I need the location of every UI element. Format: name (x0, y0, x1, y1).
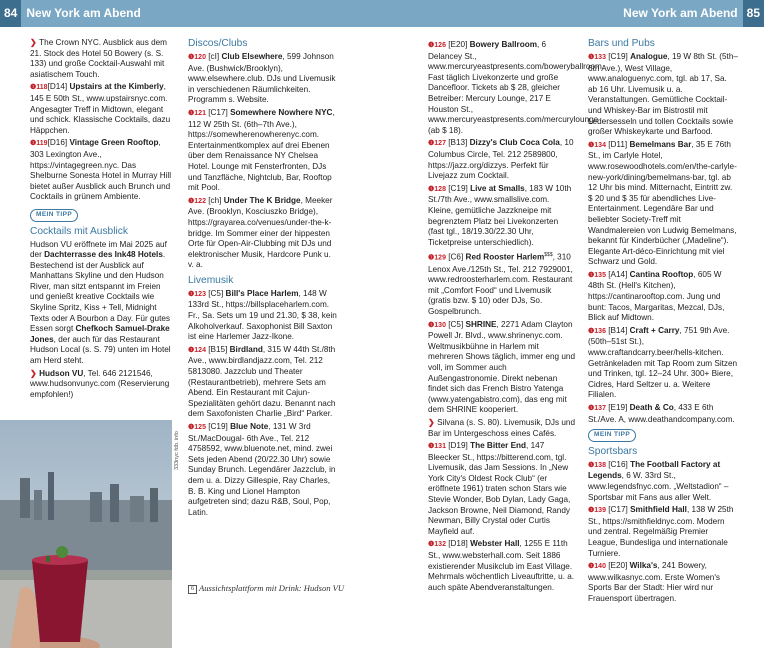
entry-120: ❶120 [cI] Club Elsewhere, 599 Johnson Ave. (Bushwick/Brooklyn), www.elsewhere.club. DJs und Livemusik in verschiedenen Räumlichkeiten. Programm s. Website. (188, 52, 336, 105)
mein-tipp-badge: MEIN TIPP (30, 209, 78, 222)
marker-icon: ❶ (188, 424, 195, 431)
entry-the-crown: ❯ The Crown NYC. Ausblick aus dem 21. Stock des Hotel 50 Bowery (s. S. 133) und große Cocktail-Auswahl mit asiatischem Touch. (30, 38, 168, 79)
entry-129: ❶129 [C6] Red Rooster Harlem$$$, 310 Lenox Ave./125th St., Tel. 212 7929001, www.redroosterharlem.com. Restaurant mit „Comfort Food“ und Livemusik (gratis bzw. $ 10) oder DJs, So. Gospelbrunch. (428, 252, 573, 316)
entry-131: ❶131 [D19] The Bitter End, 147 Bleecker St., https://bitterend.com, tgl. Livemusik, das Jam Sessions. In „New York City's Oldest Rock Club“ (er eröffnete 1961) traten schon Stars wie Stevie Wonder, Bob Dylan, Lady Gaga, Jackson Browne, Neil Diamond, Randy Newman, Billy Crystal oder Curtis Mayfield auf. (428, 441, 571, 536)
mein-tipp-badge: MEIN TIPP (588, 429, 636, 442)
skyline-drink-image (0, 420, 172, 648)
entry-128: ❶128 [C19] Live at Smalls, 183 W 10th St./7th Ave., www.smallslive.com. Kleine, gemütliche Jazzkneipe mit begrenztem Platz bei Livekonzerten (fast tgl., 18/19.30/22.30 Uhr, Ticketpreise unterschiedlich). (428, 183, 572, 247)
entry-119: ❶119[D16] Vintage Green Rooftop, 303 Lexington Ave., https://vintagegreen.nyc. Das Shelburne Sonesta Hotel in Murray Hill bietet außer Ausblick auch Brunch und Cocktails in grünem Ambiente. (30, 138, 172, 202)
marker-icon: ❶ (188, 346, 195, 354)
entry-139: ❶139 [C17] Smithfield Hall, 138 W 25th St., https://smithfieldnyc.com. Modern und zentral. Regelmäßig Premier League, Bundesliga und internationale Turniere. (588, 505, 734, 558)
mein-tipp-box (30, 209, 172, 401)
column-2 (188, 38, 338, 520)
mein-tipp-box-sports (588, 429, 738, 604)
entry-133: ❶133 [C19] Analogue, 19 W 8th St. (5th–6th Ave.), West Village, www.analoguenyc.com, tgl. ab 17, Sa. ab 16 Uhr. Livemusik u. a. Veranstaltungen. Gemütliche Cocktail- und Whiskey-Bar im Bistrostil mit Ledersesseln und tollen Cocktails sowie großer Whiskeykarte und Barfood. (588, 52, 738, 137)
entry-silvana: ❯ Silvana (s. S. 80). Livemusik, DJs und Bar im Untergeschoss eines Cafés. (428, 417, 576, 438)
entry-123: ❶123 [C5] Bill's Place Harlem, 148 W 133rd St., https://billsplaceharlem.com. Fr., Sa. Sets um 19 und 21.30, $ 38, kein Alkoholverkauf. Saxophonist Bill Saxton ist eine Harlemer Jazz-Ikone. (188, 288, 337, 342)
marker-icon: ❶ (428, 443, 435, 451)
caption-marker: 6 (188, 585, 197, 594)
entry-127: ❶127 [B13] Dizzy's Club Coca Cola, 10 Columbus Circle, Tel. 212 2589800, https://jazz.org/dizzys. Perfekt für Livejazz zum Cocktail. (428, 138, 574, 181)
marker-icon: ❶ (588, 461, 595, 469)
marker-icon: ❶ (428, 42, 435, 49)
entry-132: ❶132 [D18] Webster Hall, 1255 E 11th St., www.websterhall.com. Seit 1886 existierender Musikclub im East Village. Mehrmals wöchentlich Liveauftritte, u. a. auch späte Abendveranstaltungen. (428, 539, 575, 592)
marker-icon: ❶ (428, 140, 435, 148)
arrow-icon: ❯ (30, 38, 40, 47)
marker-icon: ❶ (588, 141, 595, 149)
marker-icon: ❶ (588, 271, 595, 279)
left-running-title: New York am Abend (26, 6, 141, 20)
arrow-icon: ❯ (428, 417, 438, 427)
marker-icon: ❶ (428, 255, 435, 263)
entry-134: ❶134 [D11] Bemelmans Bar, 35 E 76th St., im Carlyle Hotel, www.rosewoodhotels.com/en/the-carlyle-new-york/dining/bemelmans-bar, tgl. ab 12 Uhr bis mind. Mitternacht, Eintritt zw. $ 20 und $ 35 für abendliches Live-Entertainment. Legendäre Bar und beliebter Society-Treff mit Wandmalereien von Ludwig Bemelmans, bekannt für Kinderbücher („Madeline“). Elegante Art-déco-Einrichtung mit viel Schwarz und Gold. (588, 139, 737, 267)
entry-140: ❶140 [E20] Wilka's, 241 Bowery, www.wilkasnyc.com. Erste Women's Sports Bar der Stadt: Hier wird nur Frauensport übertragen. (588, 561, 720, 603)
photo-caption: 6 Aussichtsplattform mit Drink: Hudson VU (188, 583, 368, 594)
tipp-address: ❯ Hudson VU, Tel. 646 2121546, www.hudsonvunyc.com (Reservierung empfohlen!) (30, 368, 170, 399)
marker-icon: ❶ (30, 140, 37, 148)
marker-icon: ❶ (188, 109, 195, 117)
entry-118: ❶118[D14] Upstairs at the Kimberly, 145 E 50th St., www.upstairsnyc.com. Angesagter Treff in Midtown, elegant und schick. Klassische Cocktails, dazu Häppchen. (30, 82, 171, 135)
left-page-number: 84 (0, 0, 21, 27)
right-page-number: 85 (743, 0, 764, 27)
column-1 (30, 38, 172, 402)
section-heading-livemusik: Livemusik (188, 274, 234, 286)
column-3 (428, 40, 605, 595)
marker-icon: ❶ (428, 321, 435, 329)
marker-icon: ❶ (428, 541, 435, 549)
entry-126: ❶126 [E20] Bowery Ballroom, 6 Delancey St., www.mercuryeastpresents.com/boweryballroom. Fast täglich Livekonzerte und große Dancefloor. Tickets ab $ 28, gleicher Betreiber: Mercury Lounge, 217 E Houston St., www.mercuryeastpresents.com/mercurylounge (ab $ 18). (428, 40, 605, 135)
marker-icon: ❶ (588, 507, 595, 515)
marker-icon: ❶ (30, 84, 37, 92)
entry-125: ❶125 [C19] Blue Note, 131 W 3rd St./MacDougal- 6th Ave., Tel. 212 4758592, www.bluenote.net, mind. zwei Sets jeden Abend (20/22.30 Uhr) sowie Sunday Brunch. Legendärer Jazzclub, in dem u. a. Dizzy Gillespie, Ray Charles, B. B. King und Lionel Hampton aufgetreten sind; dazu R&B, Soul, Pop, Latin. (188, 422, 336, 517)
entry-121: ❶121 [C17] Somewhere Nowhere NYC, 112 W 25th St. (6th–7th Ave.), https://somewherenowherenyc.com. Entertainmentkomplex auf drei Ebenen über dem Renaissance NY Chelsea Hotel. Lounge mit Fensterfronten, DJs und Tanzfläche, Nightclub, Bar, Rooftop mit Pool. (188, 107, 335, 193)
marker-icon: ❶ (588, 563, 595, 571)
entry-137: ❶137 [E19] Death & Co, 433 E 6th St./Ave. A, www.deathandcompany.com. (588, 403, 735, 424)
marker-icon: ❶ (188, 290, 195, 298)
arrow-icon: ❯ (30, 368, 40, 378)
right-running-title: New York am Abend (623, 6, 738, 20)
marker-icon: ❶ (188, 197, 195, 205)
section-heading-discos: Discos/Clubs (188, 38, 248, 49)
section-heading-cocktails: Cocktails mit Ausblick (30, 225, 128, 237)
marker-icon: ❶ (588, 405, 595, 412)
column-4 (588, 38, 738, 607)
section-heading-sportsbars: Sportsbars (588, 445, 638, 457)
hudson-vu-photo (0, 420, 172, 648)
marker-icon: ❶ (428, 185, 435, 193)
entry-138: ❶138 [C16] The Football Factory at Legends, 6 W. 33rd St., www.legendsfnyc.com. „Weltstadion“ – Sportsbar mit Fans aus aller Welt. (588, 459, 729, 502)
entry-136: ❶136 [B14] Craft + Carry, 751 9th Ave. (50th–51st St.), www.craftandcarry.beer/hells-kitchen. Getränkeladen mit Tap Room zum Sitzen und Trinken, tgl. 12–24 Uhr. 300+ Biere, Cidres, Hard Seltzer u. a. Weitere Filialen. (588, 325, 738, 400)
section-heading-bars: Bars und Pubs (588, 38, 655, 49)
marker-icon: ❶ (188, 54, 195, 61)
entry-124: ❶124 [B15] Birdland, 315 W 44th St./8th Ave., www.birdlandjazz.com, Tel. 212 5813080. Jazzclub und Theater (Restaurantbetrieb), mehrere Sets am Abend. Ein Restaurant mit Cajun-Spezialitäten gehört dazu. Benannt nach dem Saxofonisten Charlie „Bird“ Parker. (188, 344, 336, 419)
marker-icon: ❶ (588, 54, 595, 61)
entry-135: ❶135 [A14] Cantina Rooftop, 605 W 48th St. (Hell's Kitchen), https://cantinarooftop.com. Jung und bunt: Tacos, Margaritas, Mezcal, DJs, Blick auf Midtown. (588, 269, 725, 323)
entry-130: ❶130 [C5] SHRINE, 2271 Adam Clayton Powell Jr. Blvd., www.shrinenyc.com. Weltmusikbühne in Harlem mit mehreren Shows täglich, immer eng und voll, im Sommer auch Außengastronomie. Direkt nebenan findet sich das French Bistro Yatenga (www.yatengabistro.com), das eng mit dem SHRINE kooperiert. (428, 319, 575, 415)
right-page-header (382, 0, 764, 27)
tipp-text: Hudson VU eröffnete im Mai 2025 auf der Dachterrasse des Ink48 Hotels. Bestechend ist der Ausblick auf Manhattans Skyline und den Hudson River, man sitzt entspannt im Freien und genießt kreative Cocktails wie Skyline Spritz, Kiss + Tell, Midnight Texts oder A Bourbon a Day. Für gutes Essen sorgt Chefkoch Samuel-Drake Jones, der auch für das Restaurant Hudson Local (s. S. 79) unten im Hotel am Herd steht. (30, 239, 171, 366)
photo-credit: 333nyc fdb. info (174, 431, 180, 470)
marker-icon: ❶ (588, 327, 595, 335)
entry-122: ❶122 [ch] Under The K Bridge, Meeker Ave. (Brooklyn, Kosciuszko Bridge), https://grayarea.co/venues/under-the-k-bridge. Im Sommer einer der hippesten Orte für Open-Air-Clubbing mit DJs und elektronischer Musik, Hardcore Punk u. v. a. (188, 195, 333, 270)
left-page-header (0, 0, 382, 27)
